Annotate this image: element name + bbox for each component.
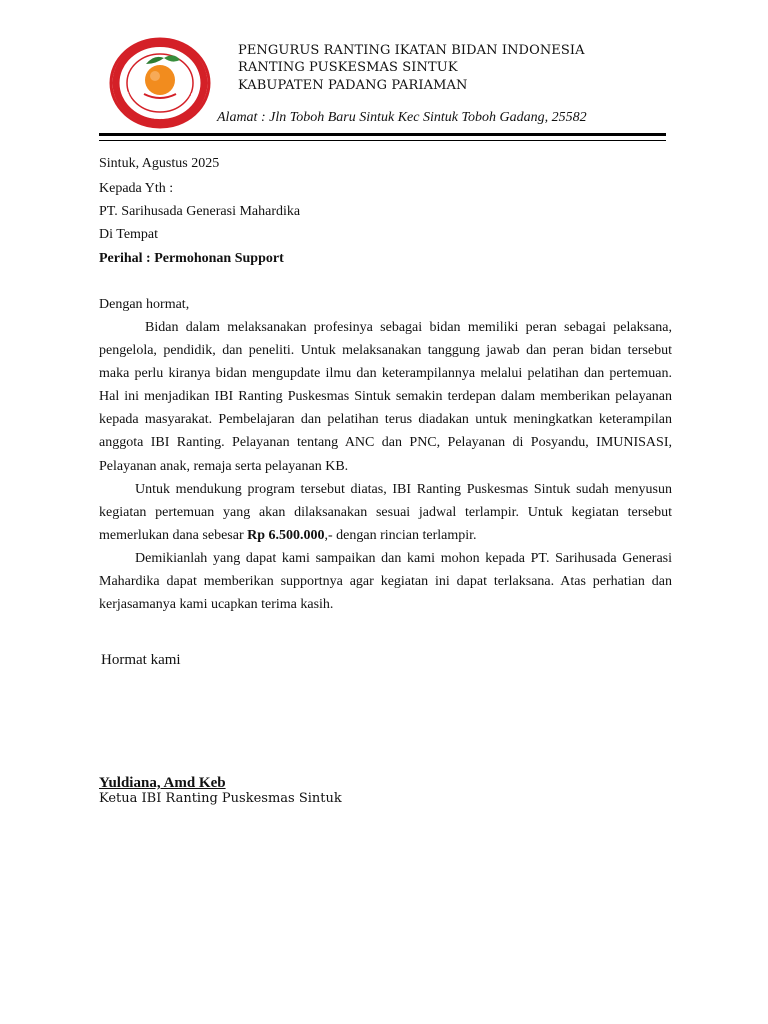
org-name-line-1: PENGURUS RANTING IKATAN BIDAN INDONESIA (238, 43, 585, 58)
place-date: Sintuk, Agustus 2025 (99, 156, 220, 171)
recipient-name: PT. Sarihusada Generasi Mahardika (99, 204, 301, 219)
paragraph-2-text: Untuk mendukung program tersebut diatas, IBI Ranting Puskesmas Sintuk sudah menyusun kegiatan pertemuan yang akan dilaksanakan sesuai jadwal terlampir. Untuk kegiatan tersebut memerlukan dana sebesar (99, 481, 672, 543)
letterhead-divider-thin (99, 140, 666, 141)
ibi-logo (108, 36, 212, 130)
closing: Hormat kami (101, 652, 181, 668)
org-name-line-3: KABUPATEN PADANG PARIAMAN (238, 78, 468, 93)
recipient-location: Di Tempat (99, 227, 159, 242)
letterhead-address: Alamat : Jln Toboh Baru Sintuk Kec Sintuk Toboh Gadang, 25582 (217, 110, 587, 125)
logo-ring-text: IKATAN BIDAN INDONESIA (121, 91, 199, 122)
letter-body (99, 316, 672, 616)
subject-line: Perihal : Permohonan Support (99, 251, 284, 266)
addressee-label: Kepada Yth : (99, 181, 174, 196)
body-paragraph-1: Bidan dalam melaksanakan profesinya sebagai bidan memiliki peran sebagai pelaksana, pengelola, pendidik, dan peneliti. Untuk melaksanakan tanggung jawab dan peran bidan tersebut maka perlu kiranya bidan mengupdate ilmu dan keterampilannya melalui pelatihan dan pertemuan. Hal ini menjadikan IBI Ranting Puskesmas Sintuk semakin terdepan dalam memberikan pelayanan kepada masyarakat. Pembelajaran dan pelatihan terus diadakan untuk meningkatkan keterampilan anggota IBI Ranting. Pelayanan tentang ANC dan PNC, Pelayanan di Posyandu, IMUNISASI, Pelayanan anak, remaja serta pelayanan KB. (99, 320, 672, 474)
body-paragraph-2 (99, 478, 672, 547)
salutation: Dengan hormat, (99, 297, 190, 312)
paragraph-2-tail: ,- dengan rincian terlampir. (324, 527, 477, 543)
signer-title: Ketua IBI Ranting Puskesmas Sintuk (99, 791, 342, 806)
funding-amount: Rp 6.500.000 (247, 527, 325, 543)
body-paragraph-3: Demikianlah yang dapat kami sampaikan dan kami mohon kepada PT. Sarihusada Generasi Mahardika dapat memberikan supportnya agar kegiatan ini dapat terlaksana. Atas perhatian dan kerjasamanya kami ucapkan terima kasih. (99, 550, 672, 613)
letterhead-divider-thick (99, 133, 666, 136)
signer-name: Yuldiana, Amd Keb (99, 775, 226, 791)
org-name-line-2: RANTING PUSKESMAS SINTUK (238, 60, 458, 75)
ibi-logo-emblem-icon (108, 36, 212, 130)
